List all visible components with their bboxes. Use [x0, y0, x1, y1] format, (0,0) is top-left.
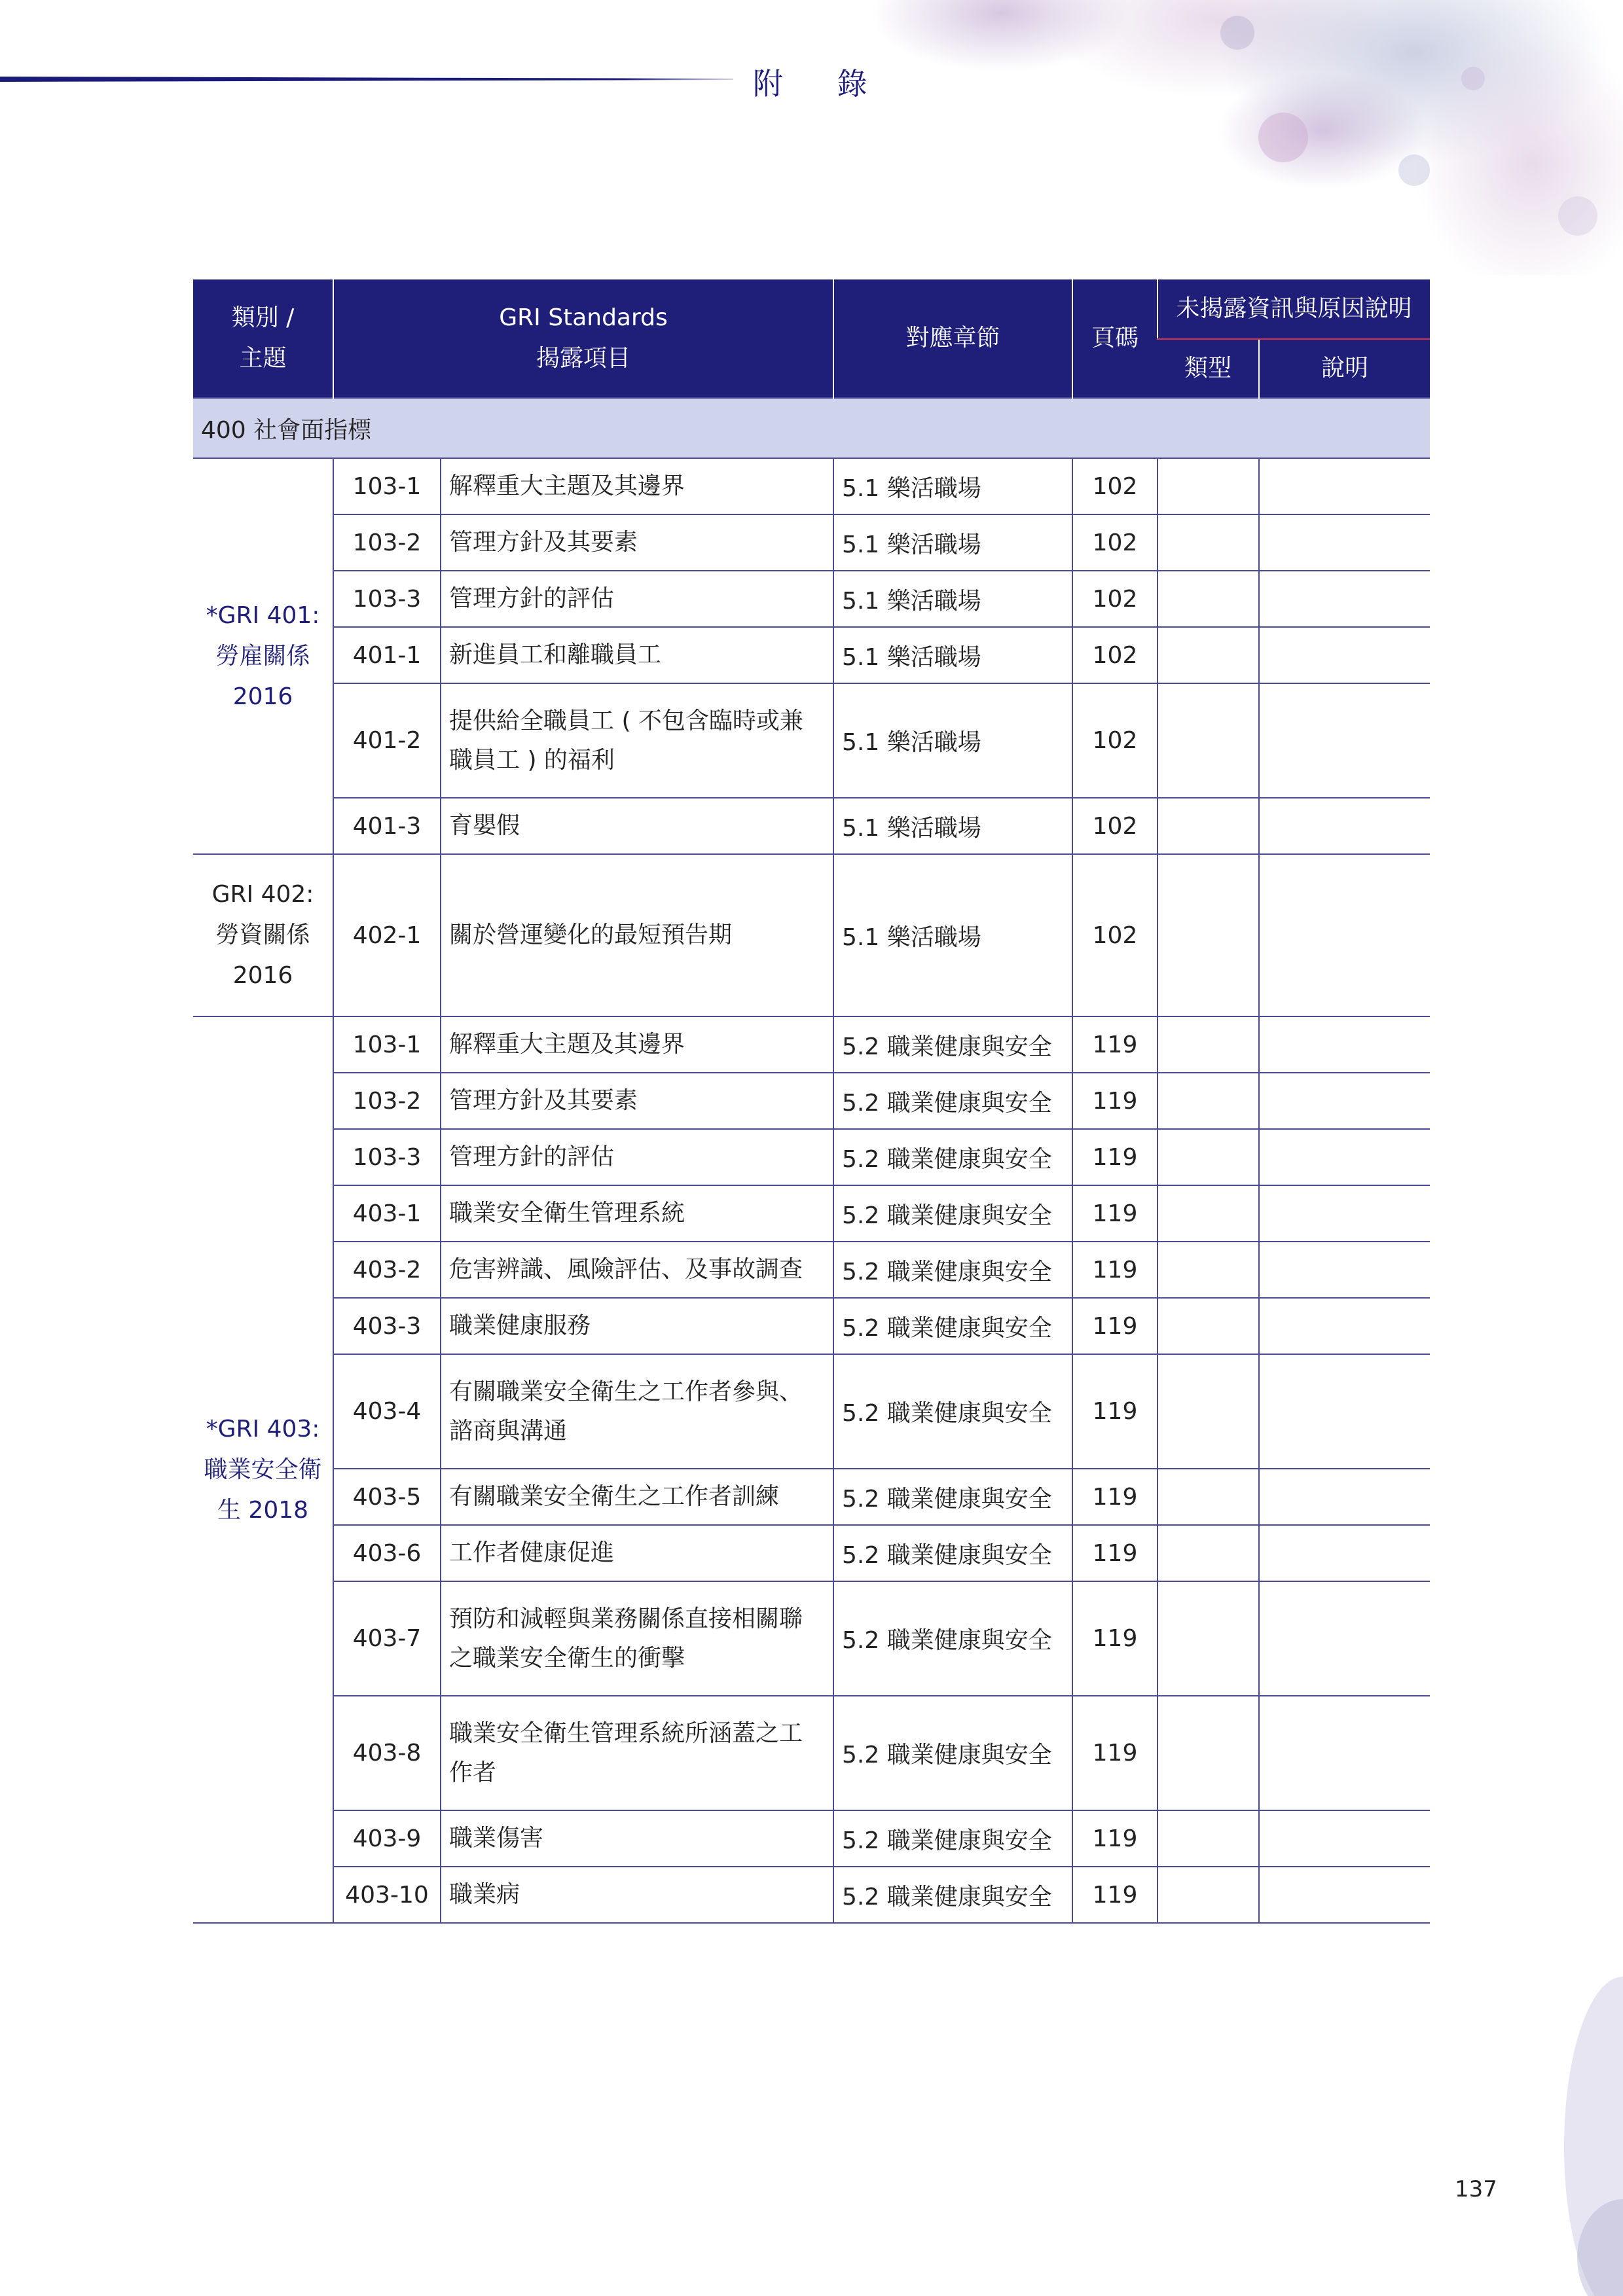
- category-line: *GRI 403:: [206, 1415, 320, 1443]
- category-gri-401: [193, 458, 333, 854]
- header-undisclosed: 未揭露資訊與原因說明: [1158, 279, 1430, 339]
- page-ref: 119: [1072, 1696, 1158, 1810]
- type-cell: [1158, 798, 1259, 854]
- disclosure-code: 103-2: [333, 1073, 441, 1129]
- disclosure-code: 402-1: [333, 854, 441, 1016]
- chapter: 5.2 職業健康與安全: [833, 1016, 1072, 1073]
- page-ref: 102: [1072, 683, 1158, 798]
- header-category-line2: 主題: [239, 345, 287, 372]
- table-row: [193, 1185, 1430, 1242]
- type-cell: [1158, 514, 1259, 571]
- table-row: [193, 798, 1430, 854]
- chapter: 5.1 樂活職場: [833, 798, 1072, 854]
- page-ref: 119: [1072, 1525, 1158, 1581]
- page-ref: 119: [1072, 1016, 1158, 1073]
- disclosure-item: [441, 683, 833, 798]
- page-ref: 119: [1072, 1185, 1158, 1242]
- disclosure-code: 403-10: [333, 1867, 441, 1923]
- note-cell: [1259, 1581, 1430, 1696]
- disclosure-item: 職業病: [441, 1867, 833, 1923]
- disclosure-item-line: 提供給全職員工 ( 不包含臨時或兼: [449, 707, 803, 734]
- disclosure-item: [441, 1696, 833, 1810]
- category-line: 勞資關係: [215, 922, 310, 948]
- type-cell: [1158, 627, 1259, 683]
- disclosure-item: 職業傷害: [441, 1810, 833, 1867]
- category-line: 勞雇關係: [215, 642, 310, 670]
- table-row: [193, 1073, 1430, 1129]
- page-ref: 119: [1072, 1867, 1158, 1923]
- chapter: 5.2 職業健康與安全: [833, 1242, 1072, 1298]
- note-cell: [1259, 1354, 1430, 1469]
- category-line: GRI 402:: [211, 881, 314, 908]
- type-cell: [1158, 1581, 1259, 1696]
- disclosure-item-line: 職員工 ) 的福利: [449, 746, 615, 774]
- type-cell: [1158, 1810, 1259, 1867]
- note-cell: [1259, 1696, 1430, 1810]
- page-ref: 102: [1072, 627, 1158, 683]
- chapter: 5.2 職業健康與安全: [833, 1469, 1072, 1525]
- disclosure-code: 403-6: [333, 1525, 441, 1581]
- disclosure-item: 職業健康服務: [441, 1298, 833, 1354]
- note-cell: [1259, 514, 1430, 571]
- table-row: [193, 514, 1430, 571]
- disclosure-code: 103-1: [333, 1016, 441, 1073]
- note-cell: [1259, 1525, 1430, 1581]
- note-cell: [1259, 1242, 1430, 1298]
- note-cell: [1259, 1867, 1430, 1923]
- disclosure-item: 危害辨識、風險評估、及事故調查: [441, 1242, 833, 1298]
- page-ref: 102: [1072, 571, 1158, 627]
- disclosure-item: 關於營運變化的最短預告期: [441, 854, 833, 1016]
- disclosure-code: 403-8: [333, 1696, 441, 1810]
- header-note: 說明: [1259, 339, 1430, 398]
- chapter: 5.2 職業健康與安全: [833, 1073, 1072, 1129]
- disclosure-code: 403-4: [333, 1354, 441, 1469]
- type-cell: [1158, 854, 1259, 1016]
- disclosure-code: 103-1: [333, 458, 441, 514]
- disclosure-item: 新進員工和離職員工: [441, 627, 833, 683]
- type-cell: [1158, 1525, 1259, 1581]
- disclosure-item: [441, 1581, 833, 1696]
- header-gri: [333, 279, 833, 398]
- page-ref: 119: [1072, 1073, 1158, 1129]
- type-cell: [1158, 1354, 1259, 1469]
- disclosure-item: 有關職業安全衛生之工作者訓練: [441, 1469, 833, 1525]
- type-cell: [1158, 1469, 1259, 1525]
- page-ref: 119: [1072, 1129, 1158, 1185]
- page-ref: 102: [1072, 458, 1158, 514]
- table-row: [193, 1298, 1430, 1354]
- type-cell: [1158, 1016, 1259, 1073]
- disclosure-code: 103-3: [333, 571, 441, 627]
- type-cell: [1158, 1242, 1259, 1298]
- page-ref: 119: [1072, 1354, 1158, 1469]
- note-cell: [1259, 1129, 1430, 1185]
- table-row: [193, 854, 1430, 1016]
- chapter: 5.1 樂活職場: [833, 571, 1072, 627]
- disclosure-code: 401-3: [333, 798, 441, 854]
- header-gri-line1: GRI Standards: [499, 304, 668, 331]
- page-ref: 102: [1072, 854, 1158, 1016]
- header-rule: [0, 77, 733, 82]
- disclosure-code: 403-9: [333, 1810, 441, 1867]
- type-cell: [1158, 1298, 1259, 1354]
- table-row: [193, 1354, 1430, 1469]
- disclosure-item: 工作者健康促進: [441, 1525, 833, 1581]
- table-row: [193, 627, 1430, 683]
- note-cell: [1259, 1185, 1430, 1242]
- disclosure-code: 403-3: [333, 1298, 441, 1354]
- chapter: 5.2 職業健康與安全: [833, 1298, 1072, 1354]
- section-title: 400 社會面指標: [193, 398, 1430, 458]
- table-row: [193, 571, 1430, 627]
- chapter: 5.2 職業健康與安全: [833, 1810, 1072, 1867]
- disclosure-item: 解釋重大主題及其邊界: [441, 458, 833, 514]
- table-row: [193, 1469, 1430, 1525]
- disclosure-item-line: 之職業安全衛生的衝擊: [449, 1644, 685, 1672]
- type-cell: [1158, 1073, 1259, 1129]
- disclosure-code: 403-2: [333, 1242, 441, 1298]
- category-gri-402: [193, 854, 333, 1016]
- note-cell: [1259, 854, 1430, 1016]
- table-row: [193, 458, 1430, 514]
- chapter: 5.2 職業健康與安全: [833, 1129, 1072, 1185]
- type-cell: [1158, 1696, 1259, 1810]
- category-line: 2016: [232, 683, 293, 710]
- category-line: 職業安全衛: [204, 1456, 322, 1483]
- page-number: 137: [1455, 2176, 1497, 2202]
- category-gri-403: [193, 1016, 333, 1923]
- table-row: [193, 1810, 1430, 1867]
- page-ref: 102: [1072, 798, 1158, 854]
- disclosure-code: 401-1: [333, 627, 441, 683]
- disclosure-item-line: 諮商與溝通: [449, 1417, 568, 1444]
- note-cell: [1259, 1469, 1430, 1525]
- type-cell: [1158, 1185, 1259, 1242]
- note-cell: [1259, 683, 1430, 798]
- disclosure-item: 管理方針及其要素: [441, 514, 833, 571]
- type-cell: [1158, 571, 1259, 627]
- gri-index-table: [193, 279, 1430, 1924]
- page-ref: 119: [1072, 1242, 1158, 1298]
- note-cell: [1259, 571, 1430, 627]
- category-line: *GRI 401:: [206, 601, 320, 629]
- disclosure-item: 職業安全衛生管理系統: [441, 1185, 833, 1242]
- chapter: 5.2 職業健康與安全: [833, 1185, 1072, 1242]
- header-category: [193, 279, 333, 398]
- disclosure-code: 403-5: [333, 1469, 441, 1525]
- table-row: [193, 1696, 1430, 1810]
- table-row: [193, 1525, 1430, 1581]
- page-ref: 119: [1072, 1469, 1158, 1525]
- table-row: [193, 1867, 1430, 1923]
- disclosure-item-line: 預防和減輕與業務關係直接相關聯: [449, 1605, 803, 1632]
- category-line: 生 2018: [217, 1496, 309, 1524]
- type-cell: [1158, 1867, 1259, 1923]
- header-type: 類型: [1158, 339, 1259, 398]
- chapter: 5.2 職業健康與安全: [833, 1696, 1072, 1810]
- disclosure-code: 401-2: [333, 683, 441, 798]
- note-cell: [1259, 1298, 1430, 1354]
- watercolor-decoration-bottom: [1558, 1950, 1623, 2296]
- type-cell: [1158, 683, 1259, 798]
- note-cell: [1259, 1016, 1430, 1073]
- disclosure-code: 403-7: [333, 1581, 441, 1696]
- disclosure-code: 103-3: [333, 1129, 441, 1185]
- note-cell: [1259, 798, 1430, 854]
- table-row: [193, 1129, 1430, 1185]
- disclosure-item: 管理方針的評估: [441, 1129, 833, 1185]
- header-category-line1: 類別 /: [231, 304, 295, 331]
- page-ref: 102: [1072, 514, 1158, 571]
- disclosure-code: 103-2: [333, 514, 441, 571]
- disclosure-item-line: 有關職業安全衛生之工作者參與、: [449, 1378, 803, 1405]
- disclosure-item: 解釋重大主題及其邊界: [441, 1016, 833, 1073]
- type-cell: [1158, 1129, 1259, 1185]
- header-page: 頁碼: [1072, 279, 1158, 398]
- disclosure-item: 管理方針及其要素: [441, 1073, 833, 1129]
- chapter: 5.2 職業健康與安全: [833, 1354, 1072, 1469]
- chapter: 5.1 樂活職場: [833, 683, 1072, 798]
- header-gri-line2: 揭露項目: [536, 345, 631, 372]
- watercolor-decoration: [851, 0, 1623, 275]
- chapter: 5.2 職業健康與安全: [833, 1525, 1072, 1581]
- chapter: 5.2 職業健康與安全: [833, 1581, 1072, 1696]
- chapter: 5.1 樂活職場: [833, 514, 1072, 571]
- page-ref: 119: [1072, 1298, 1158, 1354]
- page-ref: 119: [1072, 1581, 1158, 1696]
- disclosure-code: 403-1: [333, 1185, 441, 1242]
- table-row: [193, 1016, 1430, 1073]
- disclosure-item: 育嬰假: [441, 798, 833, 854]
- disclosure-item: 管理方針的評估: [441, 571, 833, 627]
- table-row: [193, 683, 1430, 798]
- type-cell: [1158, 458, 1259, 514]
- disclosure-item-line: 作者: [449, 1759, 497, 1786]
- chapter: 5.1 樂活職場: [833, 627, 1072, 683]
- chapter: 5.1 樂活職場: [833, 458, 1072, 514]
- note-cell: [1259, 1810, 1430, 1867]
- table-row: [193, 1581, 1430, 1696]
- page-ref: 119: [1072, 1810, 1158, 1867]
- chapter: 5.2 職業健康與安全: [833, 1867, 1072, 1923]
- note-cell: [1259, 1073, 1430, 1129]
- table-row: [193, 1242, 1430, 1298]
- note-cell: [1259, 627, 1430, 683]
- page-header-title: 附 錄: [753, 66, 890, 101]
- category-line: 2016: [232, 962, 293, 989]
- chapter: 5.1 樂活職場: [833, 854, 1072, 1016]
- note-cell: [1259, 458, 1430, 514]
- disclosure-item-line: 職業安全衛生管理系統所涵蓋之工: [449, 1719, 803, 1747]
- disclosure-item: [441, 1354, 833, 1469]
- header-chapter: 對應章節: [833, 279, 1072, 398]
